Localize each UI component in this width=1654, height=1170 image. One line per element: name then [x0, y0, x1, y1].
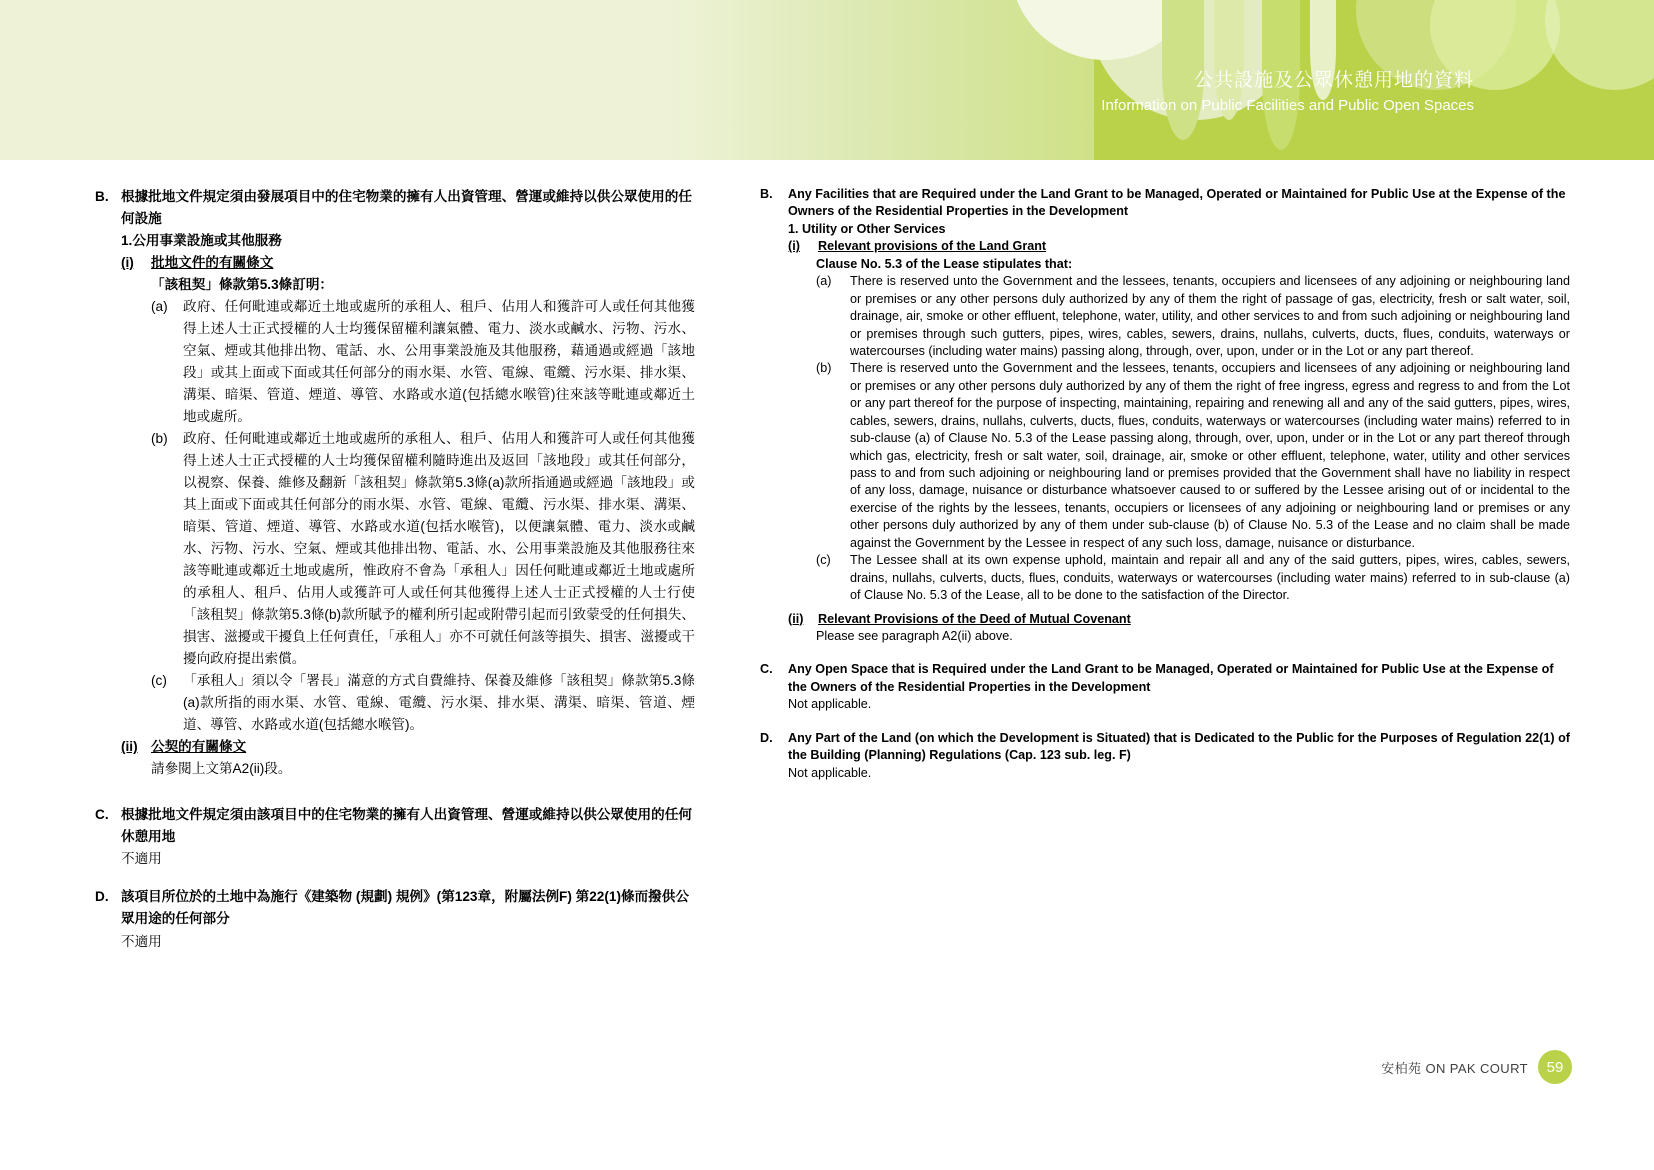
- section-b-marker-zh: B.: [95, 189, 109, 204]
- footer-building-name-en: ON PAK COURT: [1425, 1060, 1528, 1076]
- section-b1-i-heading-en: Relevant provisions of the Land Grant: [818, 239, 1047, 254]
- section-d-marker-zh: D.: [95, 889, 109, 905]
- clause-item-marker-zh: (a): [151, 299, 168, 315]
- page-number-badge: 59: [1538, 1050, 1572, 1084]
- clause-item-text-en: There is reserved unto the Government and the lessees, tenants, occupiers and licensees of any adjoining or neighbouring land or premises or any other persons duly authorized by any of them the right of passage of gas, electricity, fresh or salt water, soil, drainage, air, smoke or other effluent, telephone, water, utility, and other services to and from such adjoining or neighbouring land or premises through such gutters, pipes, wires, cables, sewers, drains, nullahs, culverts, ducts, flues, conduits, waterways or watercourses (including water mains) passing along, through, over, upon, under or in the Lot or any part thereof.: [850, 274, 1570, 358]
- clause-item-text-zh: 政府、任何毗連或鄰近土地或處所的承租人、租戶、佔用人和獲許可人或任何其他獲得上述人士正式授權的人士均獲保留權利隨時進出及返回「該地段」或其任何部分，以視察、保養、維修及翻新「該租契」條款第5.3條(a)款所指通過或經過「該地段」或其上面或下面或其任何部分的雨水渠、水管、電線、電纜、污水渠、排水渠、溝渠、暗渠、管道、煙道、導管、水路或水道(包括水喉管)，以便讓氣體、電力、淡水或鹹水、污物、污水、空氣、煙或其他排出物、電話、水、公用事業設施及其他服務往來該等毗連或鄰近土地或處所，惟政府不會為「承租人」因任何毗連或鄰近土地或處所的承租人、租戶、佔用人或獲許可人或任何其他獲得上述人士正式授權的人士行使「該租契」條款第5.3條(b)款所賦予的權利所引起或附帶引起而引致蒙受的任何損失、損害、滋擾或干擾負上任何責任，「承租人」亦不可就任何該等損失、損害、滋擾或干擾向政府提出索償。: [183, 431, 695, 667]
- clause-item-zh: [151, 428, 695, 670]
- section-b-heading-en: Any Facilities that are Required under the Land Grant to be Managed, Operated or Maintained for Public Use at the Expense of the Owners of the Residential Properties in the Development: [788, 187, 1566, 219]
- section-d-heading-en: Any Part of the Land (on which the Development is Situated) that is Dedicated to the Public for the Purposes of Regulation 22(1) of the Building (Planning) Regulations (Cap. 123 sub. leg. F): [788, 730, 1570, 763]
- section-b1-ii-text-en: Please see paragraph A2(ii) above.: [816, 628, 1013, 643]
- section-b1-subheading-zh: 1.公用事業設施或其他服務: [121, 233, 282, 249]
- section-b-en: [760, 186, 1570, 645]
- page-header: [0, 0, 1654, 160]
- section-b1-i-marker-zh: (i): [121, 255, 134, 271]
- clause-item-en: [816, 552, 1570, 604]
- section-c-heading-en: Any Open Space that is Required under the Land Grant to be Managed, Operated or Maintained for Public Use at the Expense of the Owners of the Residential Properties in the Development: [788, 662, 1554, 694]
- section-b1-i-marker-en: (i): [788, 239, 800, 254]
- section-c-marker-zh: C.: [95, 807, 109, 823]
- section-b1-subheading-en: 1. Utility or Other Services: [788, 221, 946, 236]
- header-title-group: [1101, 68, 1474, 116]
- section-d-en: [760, 730, 1570, 782]
- clause-item-text-zh: 政府、任何毗連或鄰近土地或處所的承租人、租戶、佔用人和獲許可人或任何其他獲得上述人士正式授權的人士均獲保留權利讓氣體、電力、淡水或鹹水、污物、污水、空氣、煙或其他排出物、電話、水、公用事業設施及其他服務，藉通過或經過「該地段」或其上面或下面或其任何部分的雨水渠、水管、電線、電纜、污水渠、排水渠、溝渠、暗渠、管道、煙道、導管、水路或水道(包括總水喉管)往來該等毗連或鄰近土地或處所。: [183, 299, 695, 425]
- section-b1-ii-heading-zh: 公契的有關條文: [151, 739, 247, 755]
- section-b-zh: [95, 186, 695, 780]
- section-b1-ii-marker-en: (ii): [788, 611, 804, 626]
- clause-item-marker-en: (b): [816, 361, 832, 376]
- page-footer: [1381, 1050, 1572, 1084]
- clause-item-text-zh: 「承租人」須以令「署長」滿意的方式自費維持、保養及維修「該租契」條款第5.3條(a)款所指的雨水渠、水管、電線、電纜、污水渠、排水渠、溝渠、暗渠、管道、煙道、導管、水路或水道(包括總水喉管)。: [183, 673, 695, 733]
- section-b-heading-zh: 根據批地文件規定須由發展項目中的住宅物業的擁有人出資管理、營運或維持以供公眾使用的任何設施: [121, 189, 692, 227]
- section-b1-i-heading-zh: 批地文件的有關條文: [151, 255, 274, 271]
- section-b1-ii-heading-en: Relevant Provisions of the Deed of Mutual Covenant: [818, 611, 1131, 626]
- section-d-heading-zh: 該項目所位於的土地中為施行《建築物 (規劃) 規例》(第123章，附屬法例F) 第22(1)條而撥供公眾用途的任何部分: [121, 889, 689, 927]
- section-c-marker-en: C.: [760, 662, 773, 677]
- section-d-text-zh: 不適用: [121, 933, 162, 949]
- clause-item-zh: [151, 670, 695, 736]
- clause-item-marker-zh: (c): [151, 673, 167, 689]
- section-c-text-en: Not applicable.: [788, 697, 872, 712]
- clause-item-text-en: There is reserved unto the Government and the lessees, tenants, occupiers and licensees of any adjoining or neighbouring land or premises or any other persons duly authorized by any of them the right of free ingress, egress and regress to and from the Lot or any part thereof for the purpose of inspecting, maintaining, repairing and renewing all and any of the said gutters, pipes, wires, cables, sewers, drains, nullahs, culverts, ducts, flues, conduits, waterways or watercourses (including water mains) referred to in sub-clause (a) of Clause No. 5.3 of the Lease passing along, through, over, upon, under or in the Lot or any part thereof through which gas, electricity, fresh or salt water, soil, drainage, air, smoke or other effluent, telephone, water, utility and other services pass to and from such adjoining or neighbouring land or premises provided that the Government shall have no liability in respect of any loss, damage, nuisance or disturbance whatsoever caused to or suffered by the Lessee arising out of or incidental to the exercise of the rights by the lessees, tenants, occupiers or licensees of any adjoining or neighbouring land or premises or any other persons duly authorized by any of them under sub-clause (b) of Clause No. 5.3 of the Lease and no claim shall be made against the Government by the Lessee in respect of any such loss, damage, nuisance or disturbance.: [850, 361, 1570, 550]
- page-body: [0, 160, 1654, 1170]
- header-title-zh: 公共設施及公眾休憩用地的資料: [1193, 70, 1474, 91]
- clause-item-text-en: The Lessee shall at its own expense uphold, maintain and repair all and any of the said gutters, pipes, wires, cables, sewers, drains, nullahs, culverts, ducts, flues, conduits, waterways or watercourses (including water mains) referred to in sub-clause (a) of Clause No. 5.3 of the Lease, all to be done to the satisfaction of the Director.: [850, 553, 1570, 603]
- right-column-english: [760, 186, 1570, 784]
- section-b1-ii-marker-zh: (ii): [121, 739, 138, 755]
- footer-building-name: [1381, 1058, 1528, 1077]
- section-c-zh: [95, 804, 695, 870]
- section-d-text-en: Not applicable.: [788, 765, 872, 780]
- clause-item-en: [816, 273, 1570, 360]
- section-c-heading-zh: 根據批地文件規定須由該項目中的住宅物業的擁有人出資管理、營運或維持以供公眾使用的任何休憩用地: [121, 807, 692, 845]
- section-b1-ii-text-zh: 請參閱上文第A2(ii)段。: [151, 761, 292, 777]
- header-title-en: Information on Public Facilities and Public Open Spaces: [1101, 96, 1474, 114]
- clause-intro-zh: 「該租契」條款第5.3條訂明：: [151, 277, 334, 293]
- section-b-marker-en: B.: [760, 187, 773, 201]
- clause-intro-en: Clause No. 5.3 of the Lease stipulates that:: [816, 256, 1073, 271]
- clause-item-marker-en: (a): [816, 274, 832, 289]
- clause-item-marker-en: (c): [816, 553, 831, 568]
- footer-building-name-zh: 安柏苑: [1381, 1060, 1422, 1076]
- section-d-zh: [95, 886, 695, 952]
- header-gradient: [664, 0, 1094, 160]
- section-c-text-zh: 不適用: [121, 851, 162, 867]
- section-d-marker-en: D.: [760, 730, 773, 745]
- clause-item-marker-zh: (b): [151, 431, 168, 447]
- section-c-en: [760, 661, 1570, 713]
- left-column-chinese: [95, 186, 695, 955]
- clause-item-en: [816, 360, 1570, 552]
- clause-item-zh: [151, 296, 695, 428]
